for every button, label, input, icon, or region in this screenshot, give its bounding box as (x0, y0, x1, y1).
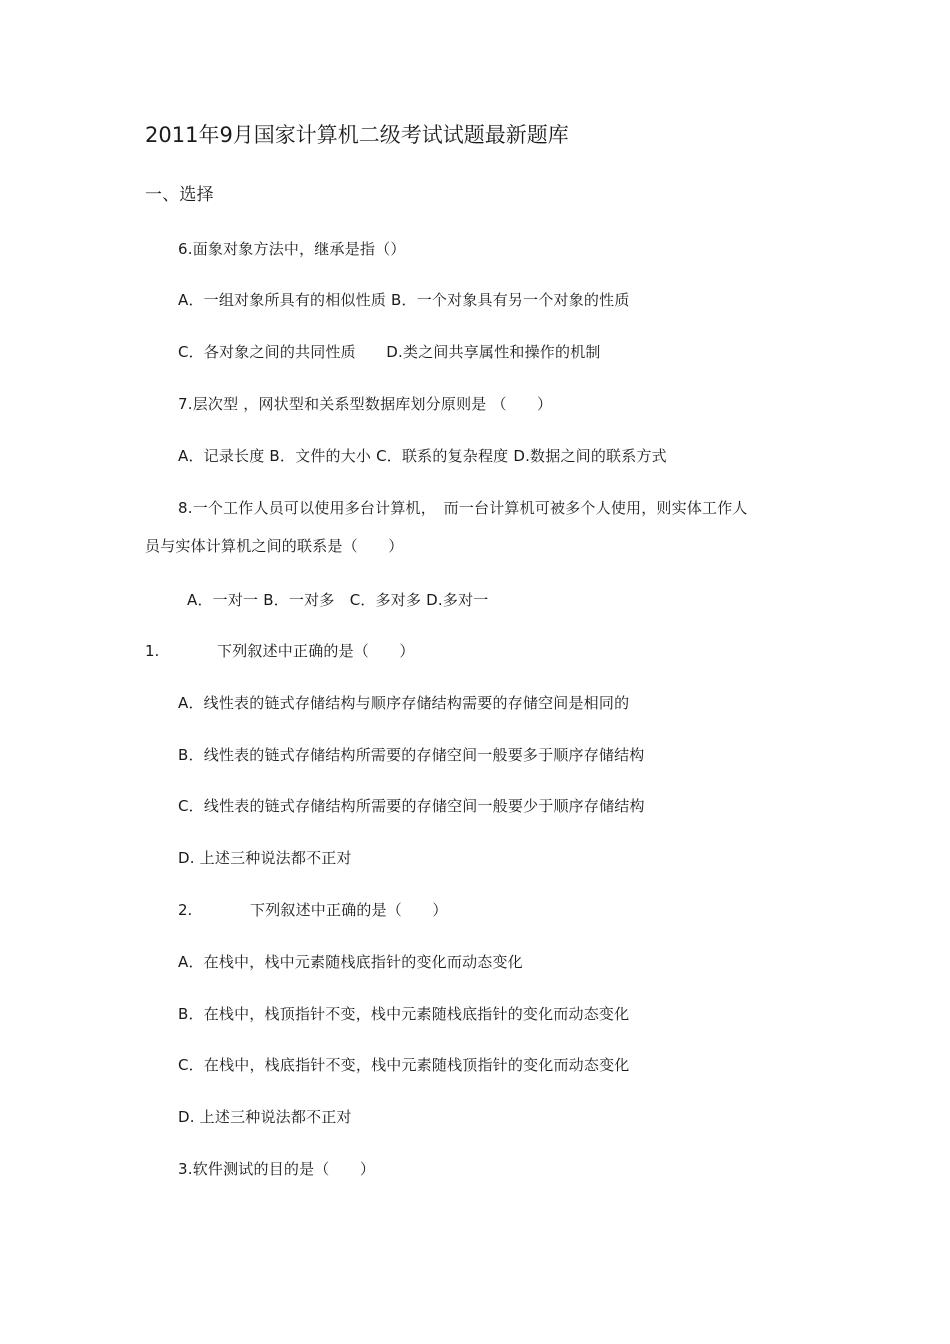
question-1-option-a: A．线性表的链式存储结构与顺序存储结构需要的存储空间是相同的 (178, 694, 630, 712)
question-8-options: A．一对一 B．一对多 C．多对多 D.多对一 (187, 591, 489, 609)
question-6-options-cd: C．各对象之间的共同性质 D.类之间共享属性和操作的机制 (178, 343, 601, 361)
question-2-stem: 下列叙述中正确的是（ ） (250, 901, 448, 919)
question-2-number: 2. (178, 901, 193, 919)
question-2-option-c: C．在栈中，栈底指针不变，栈中元素随栈顶指针的变化而动态变化 (178, 1056, 630, 1074)
question-6-stem: 6.面象对象方法中，继承是指（） (178, 240, 406, 258)
question-2-option-a: A．在栈中，栈中元素随栈底指针的变化而动态变化 (178, 953, 523, 971)
question-1-option-c: C．线性表的链式存储结构所需要的存储空间一般要少于顺序存储结构 (178, 797, 645, 815)
section-heading: 一、选择 (145, 185, 214, 205)
question-8-stem-line1: 8.一个工作人员可以使用多台计算机， 而一台计算机可被多个人使用，则实体工作人 (178, 499, 748, 517)
question-1-number: 1. (145, 642, 160, 660)
document-title: 2011年9月国家计算机二级考试试题最新题库 (145, 123, 569, 147)
question-6-options-ab: A．一组对象所具有的相似性质 B．一个对象具有另一个对象的性质 (178, 291, 630, 309)
question-8-stem-line2: 员与实体计算机之间的联系是（ ） (145, 537, 404, 555)
question-1-option-d: D. 上述三种说法都不正对 (178, 849, 352, 867)
question-2-option-d: D. 上述三种说法都不正对 (178, 1108, 352, 1126)
question-7-options: A．记录长度 B．文件的大小 C．联系的复杂程度 D.数据之间的联系方式 (178, 447, 667, 465)
question-3-stem: 3.软件测试的目的是（ ） (178, 1160, 376, 1178)
question-7-stem: 7.层次型 ，网状型和关系型数据库划分原则是 （ ） (178, 395, 553, 413)
question-2-option-b: B．在栈中，栈顶指针不变，栈中元素随栈底指针的变化而动态变化 (178, 1005, 630, 1023)
question-1-stem: 下列叙述中正确的是（ ） (217, 642, 415, 660)
question-1-option-b: B．线性表的链式存储结构所需要的存储空间一般要多于顺序存储结构 (178, 746, 645, 764)
